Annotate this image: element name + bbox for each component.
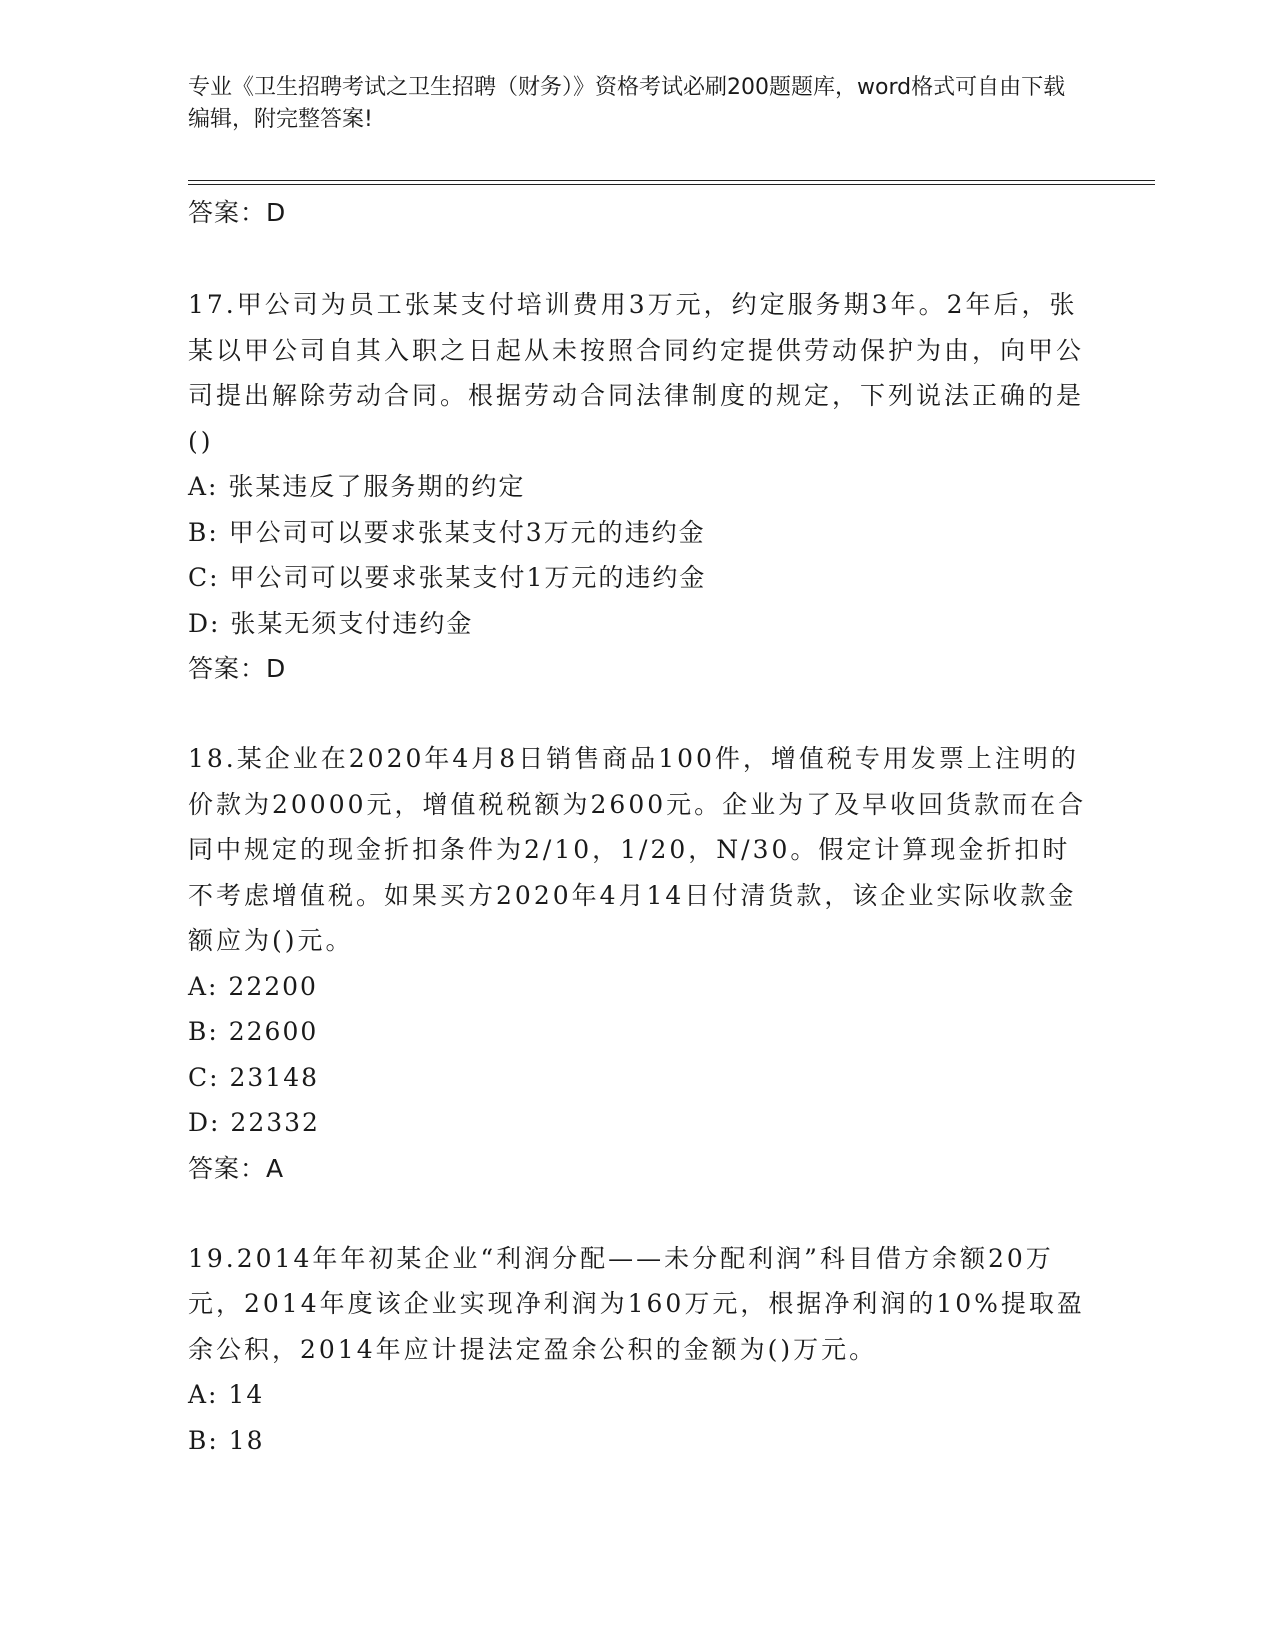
question-19 bbox=[188, 1236, 1088, 1464]
question-text: 18.某企业在2020年4月8日销售商品100件，增值税专用发票上注明的价款为20000元，增值税税额为2600元。企业为了及早收回货款而在合同中规定的现金折扣条件为2/10，1/20，N/30。假定计算现金折扣时不考虑增值税。如果买方2020年4月14日付清货款，该企业实际收款金额应为()元。 bbox=[188, 744, 1087, 955]
option-a: A: 22200 bbox=[188, 971, 318, 1001]
option-b: B: 18 bbox=[188, 1425, 265, 1455]
header-rule-top bbox=[188, 180, 1155, 181]
question-text: 19.2014年年初某企业“利润分配——未分配利润”科目借方余额20万元，2014年度该企业实现净利润为160万元，根据净利润的10%提取盈余公积，2014年应计提法定盈余公积的金额为()万元。 bbox=[188, 1243, 1085, 1364]
option-d: D: 张某无须支付违约金 bbox=[188, 608, 474, 638]
page-header bbox=[188, 72, 1078, 136]
document-body bbox=[188, 190, 1088, 1463]
header-rule-bottom bbox=[188, 184, 1155, 185]
question-17 bbox=[188, 282, 1088, 692]
answer: 答案：A bbox=[188, 1153, 285, 1183]
option-b: B: 甲公司可以要求张某支付3万元的违约金 bbox=[188, 517, 706, 547]
option-a: A: 14 bbox=[188, 1380, 265, 1409]
question-text: 17.甲公司为员工张某支付培训费用3万元，约定服务期3年。2年后，张某以甲公司自其入职之日起从未按照合同约定提供劳动保护为由，向甲公司提出解除劳动合同。根据劳动合同法律制度的规定，下列说法正确的是() bbox=[188, 290, 1085, 456]
answer-prev: 答案：D bbox=[188, 198, 287, 227]
option-c: C: 甲公司可以要求张某支付1万元的违约金 bbox=[188, 563, 707, 592]
option-a: A: 张某违反了服务期的约定 bbox=[188, 472, 526, 501]
header-text: 专业《卫生招聘考试之卫生招聘（财务）》资格考试必刷200题题库，word格式可自由下载编辑，附完整答案! bbox=[188, 75, 1066, 132]
question-18 bbox=[188, 736, 1088, 1192]
answer: 答案：D bbox=[188, 654, 287, 683]
option-b: B: 22600 bbox=[188, 1017, 319, 1046]
option-c: C: 23148 bbox=[188, 1062, 320, 1092]
option-d: D: 22332 bbox=[188, 1108, 320, 1137]
